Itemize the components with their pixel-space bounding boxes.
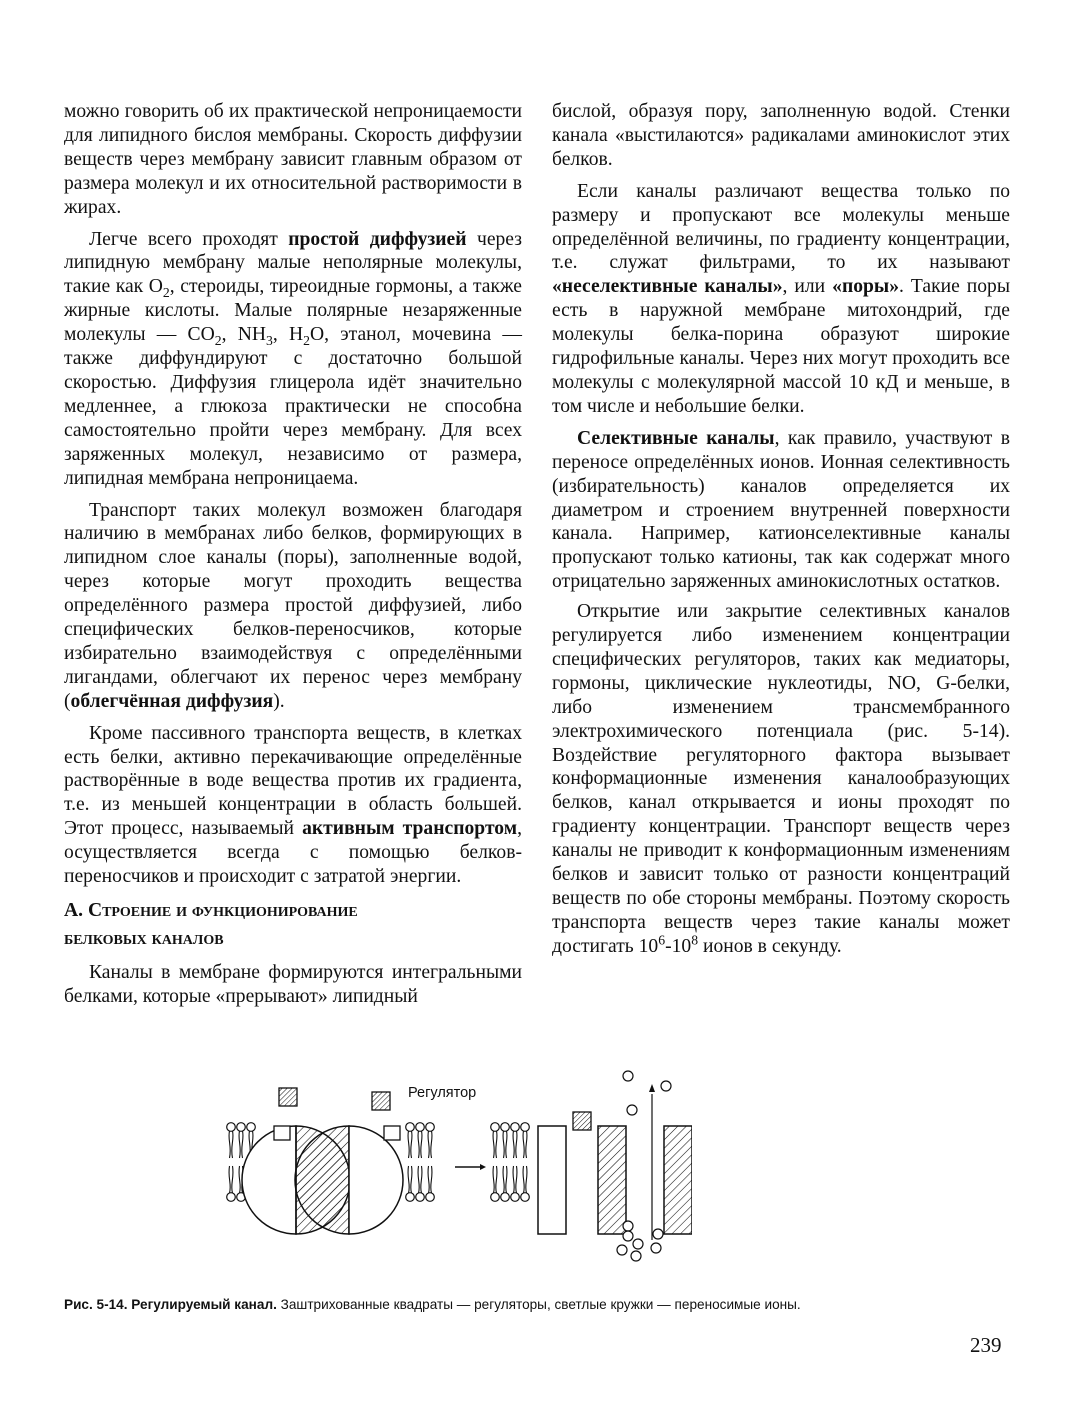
term-facilitated-diffusion: облегчённая диффузия — [70, 690, 274, 712]
paragraph: можно говорить об их практической непроницаемости для липидного бислоя мембраны. Скорость диффузии веществ через мембрану зависит главным образом от размера молекул и их относительной растворимости в жирах. — [64, 101, 522, 218]
paragraph: Селективные каналы, как правило, участвуют в переносе определённых ионов. Ионная селективность (избирательность) каналов определяется их диаметром и строением внутренней поверхности канала. Например, катионселективные каналы пропускают только катионы, так как содержат много отрицательно заряженных аминокислотных остатков. — [552, 427, 1010, 593]
figure-regulated-channel — [224, 1062, 692, 1262]
regulator-square — [279, 1088, 297, 1106]
ion — [651, 1243, 661, 1253]
paragraph: бислой, образуя пору, заполненную водой. Стенки канала «выстилаются» радикалами аминокислот этих белков. — [552, 101, 1010, 170]
term-simple-diffusion: простой диффузией — [288, 228, 467, 250]
page-number: 239 — [970, 1333, 1002, 1357]
paragraph: Открытие или закрытие селективных каналов регулируется либо изменением концентрации специфических регуляторов, таких как медиаторы, гормоны, циклические нуклеотиды, NO, G-белки, либо изменением трансмембранного электрохимического потенциала (рис. 5-14). Воздействие регуляторного фактора вызывает конформационные изменения каналообразующих белков, канал открывается и ионы проходят по градиенту концентрации. Транспорт веществ через каналы не приводит к конформационным изменениям белков и зависит только от разности концентраций веществ по обе стороны мембраны. Поэтому скорость транспорта веществ через такие каналы может достигать $10^6-10^8$ ионов в секунду. — [552, 601, 1010, 957]
binding-site-notch-2 — [384, 1126, 400, 1140]
ion — [633, 1239, 643, 1249]
ion — [623, 1231, 633, 1241]
channel-protein-right-half-2 — [349, 1126, 403, 1234]
paragraph: Легче всего проходят простой диффузией через липидную мембрану малые неполярные молекулы, такие как $O_2$, стероиды, тиреоидные гормоны, а также жирные кислоты. Малые полярные незаряженные молекулы — $CO_2$, $NH_3$, $H_2O$, этанол, мочевина — также диффундируют с достаточно большой скоростью. Диффузия глицерола идёт значительно медленнее, а глюкоза практически не способна самостоятельно пройти через мембрану. Для всех заряженных молекул, независимо от размера, липидная мембрана непроницаема. — [64, 228, 522, 489]
ion — [617, 1245, 627, 1255]
open-channel-wall-left — [538, 1126, 566, 1234]
ion — [631, 1251, 641, 1261]
regulator-square — [372, 1092, 390, 1110]
regulator-bound — [573, 1112, 591, 1130]
paragraph: Транспорт таких молекул возможен благодаря наличию в мембранах либо белков, формирующих в липидном слое каналы (поры), заполненные водой, через которые могут проходить вещества определённого размера простой диффузией, либо специфических белков-переносчиков, которые избирательно взаимодействуя с определёнными лигандами, облегчают их перенос через мембрану (облегчённая диффузия). — [64, 499, 522, 712]
term-active-transport: активным транспортом — [302, 818, 518, 840]
paragraph: Если каналы различают вещества только по размеру и пропускают все молекулы меньше определённой величины, по градиенту концентрации, т.е. служат фильтрами, то их называют «неселективные каналы», или «поры». Такие поры есть в наружной мембране митохондрий, где молекулы белка-порина образуют широкие гидрофильные каналы. Через них могут проходить все молекулы с молекулярной массой 10 кД и меньше, в том числе и небольшие белки. — [552, 180, 1010, 417]
ion — [653, 1229, 663, 1239]
channel-protein-left-half — [242, 1126, 296, 1234]
right-column — [552, 100, 1010, 967]
ion — [627, 1105, 637, 1115]
lipid-bilayer-middle-left — [406, 1123, 435, 1202]
term-pores: «поры» — [832, 276, 900, 298]
paragraph: Кроме пассивного транспорта веществ, в клетках есть белки, активно перекачивающие определённые растворённые в воде вещества против их градиента, т.е. из меньшей концентрации в область большей. Этот процесс, называемый активным транспортом, осуществляется всегда с помощью белков-переносчиков и происходит с затратой энергии. — [64, 722, 522, 888]
label-regulator: Регулятор — [408, 1085, 477, 1101]
binding-site-notch — [274, 1126, 290, 1140]
paragraph: Каналы в мембране формируются интегральными белками, которые «прерывают» липидный — [64, 962, 522, 1007]
open-channel-wall-hatched — [598, 1126, 626, 1234]
term-nonselective-channels: «неселективные каналы» — [552, 276, 783, 298]
figure-caption: Рис. 5-14. Регулируемый канал. Заштрихованные квадраты — регуляторы, светлые кружки — переносимые ионы. — [64, 1297, 801, 1312]
open-channel-wall-hatched-2 — [664, 1126, 692, 1234]
ion — [661, 1081, 671, 1091]
ion — [623, 1221, 633, 1231]
lipid-bilayer-right-1 — [491, 1123, 530, 1202]
left-column — [64, 100, 522, 1017]
term-selective-channels: Селективные каналы — [577, 427, 775, 449]
ion — [623, 1071, 633, 1081]
section-heading: А. Строение и функционирование белковых каналов — [64, 900, 358, 949]
